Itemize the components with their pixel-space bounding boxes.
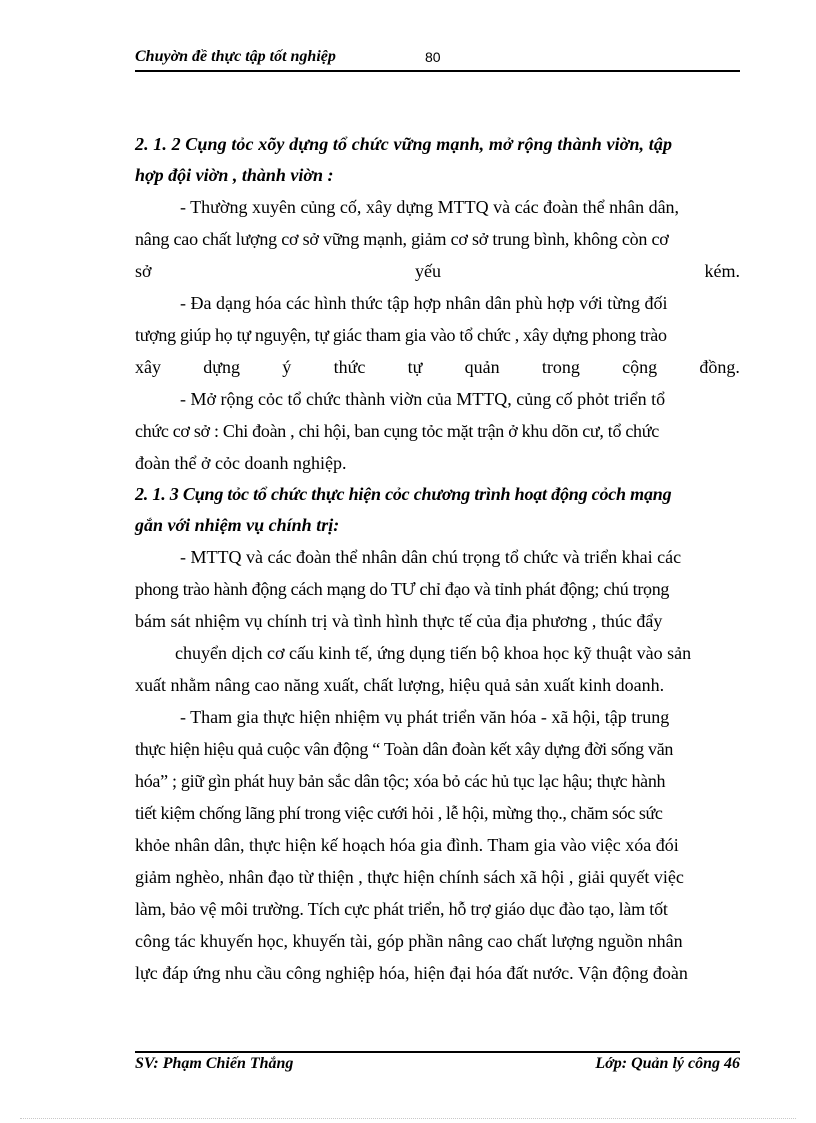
page-footer <box>135 1055 740 1079</box>
spread-word: trong <box>541 357 580 377</box>
document-body <box>135 129 740 989</box>
text-line: thực hiện hiệu quả cuộc vân động “ Toàn dân đoàn kết xây dựng đời sống văn <box>135 739 674 759</box>
spread-word: quản <box>464 357 500 377</box>
heading-line: gắn với nhiệm vụ chính trị: <box>135 515 340 535</box>
spread-word: đồng. <box>699 357 740 377</box>
spread-word: dựng <box>203 357 241 377</box>
text-line: chuyển dịch cơ cấu kinh tế, ứng dụng tiến bộ khoa học kỹ thuật vào sản <box>175 643 692 663</box>
heading-line: 2. 1. 3 Cụng tỏc tổ chức thực hiện cỏc chương trình hoạt động cỏch mạng <box>135 484 672 504</box>
class-name: Lớp: Quản lý công 46 <box>595 1055 740 1072</box>
paragraph <box>135 541 740 701</box>
paragraph <box>135 287 740 383</box>
text-line: chức cơ sở : Chi đoàn , chi hội, ban cụng tỏc mặt trận ở khu dõn cư, tổ chức <box>135 421 659 441</box>
paragraph <box>135 191 740 287</box>
text-line: lực đáp ứng nhu cầu công nghiệp hóa, hiện đại hóa đất nước. Vận động đoàn <box>135 963 688 983</box>
student-name: SV: Phạm Chiến Thắng <box>135 1055 294 1072</box>
page-bottom-dotted-line <box>20 1118 796 1119</box>
paragraph <box>135 383 740 479</box>
page-number: 80 <box>425 49 441 65</box>
spread-word: sở <box>135 261 152 281</box>
text-line-spread <box>135 351 740 383</box>
spread-word: yếu <box>415 261 442 281</box>
text-line: - Tham gia thực hiện nhiệm vụ phát triển văn hóa - xã hội, tập trung <box>180 707 670 727</box>
heading-line: 2. 1. 2 Cụng tỏc xõy dựng tổ chức vững mạnh, mở rộng thành viờn, tập <box>135 134 673 154</box>
text-line: giảm nghèo, nhân đạo từ thiện , thực hiện chính sách xã hội , giải quyết việc <box>135 867 684 887</box>
spread-word: thức <box>333 357 366 377</box>
text-line-spread <box>135 255 740 287</box>
text-line: làm, bảo vệ môi trường. Tích cực phát triển, hỗ trợ giáo dục đào tạo, làm tốt <box>135 899 668 919</box>
page-header <box>135 48 740 70</box>
spread-word: kém. <box>704 261 740 281</box>
text-line: - Đa dạng hóa các hình thức tập hợp nhân dân phù hợp với từng đối <box>180 293 668 313</box>
text-line: - Thường xuyên củng cố, xây dựng MTTQ và các đoàn thể nhân dân, <box>180 197 680 217</box>
section-heading-2-1-3 <box>135 479 740 541</box>
text-line: đoàn thể ở cỏc doanh nghiệp. <box>135 453 347 473</box>
section-heading-2-1-2 <box>135 129 740 191</box>
text-line: hóa” ; giữ gìn phát huy bản sắc dân tộc; xóa bỏ các hủ tục lạc hậu; thực hành <box>135 771 666 791</box>
text-line: tượng giúp họ tự nguyện, tự giác tham gia vào tổ chức , xây dựng phong trào <box>135 325 667 345</box>
text-line: xuất nhằm nâng cao năng xuất, chất lượng, hiệu quả sản xuất kinh doanh. <box>135 675 665 695</box>
spread-word: ý <box>282 357 292 377</box>
heading-line: hợp đội viờn , thành viờn : <box>135 165 334 185</box>
header-title: Chuyờn đề thực tập tốt nghiệp <box>135 48 336 65</box>
footer-rule <box>135 1051 740 1053</box>
text-line: bám sát nhiệm vụ chính trị và tình hình thực tế của địa phương , thúc đẩy <box>135 611 663 631</box>
text-line: - Mở rộng cỏc tổ chức thành viờn của MTTQ, củng cố phỏt triển tổ <box>180 389 666 409</box>
text-line: - MTTQ và các đoàn thể nhân dân chú trọng tổ chức và triển khai các <box>180 547 682 567</box>
paragraph <box>135 701 740 989</box>
spread-word: xây <box>135 357 161 377</box>
text-line: khỏe nhân dân, thực hiện kế hoạch hóa gia đình. Tham gia vào việc xóa đói <box>135 835 679 855</box>
text-line: phong trào hành động cách mạng do TƯ chỉ đạo và tỉnh phát động; chú trọng <box>135 579 670 599</box>
spread-word: cộng <box>622 357 658 377</box>
spread-word: tự <box>407 357 423 377</box>
text-line: tiết kiệm chống lãng phí trong việc cưới hỏi , lễ hội, mừng thọ., chăm sóc sức <box>135 803 663 823</box>
text-line: công tác khuyến học, khuyến tài, góp phần nâng cao chất lượng nguồn nhân <box>135 931 683 951</box>
text-line: nâng cao chất lượng cơ sở vững mạnh, giảm cơ sở trung bình, không còn cơ <box>135 229 669 249</box>
header-rule <box>135 70 740 72</box>
